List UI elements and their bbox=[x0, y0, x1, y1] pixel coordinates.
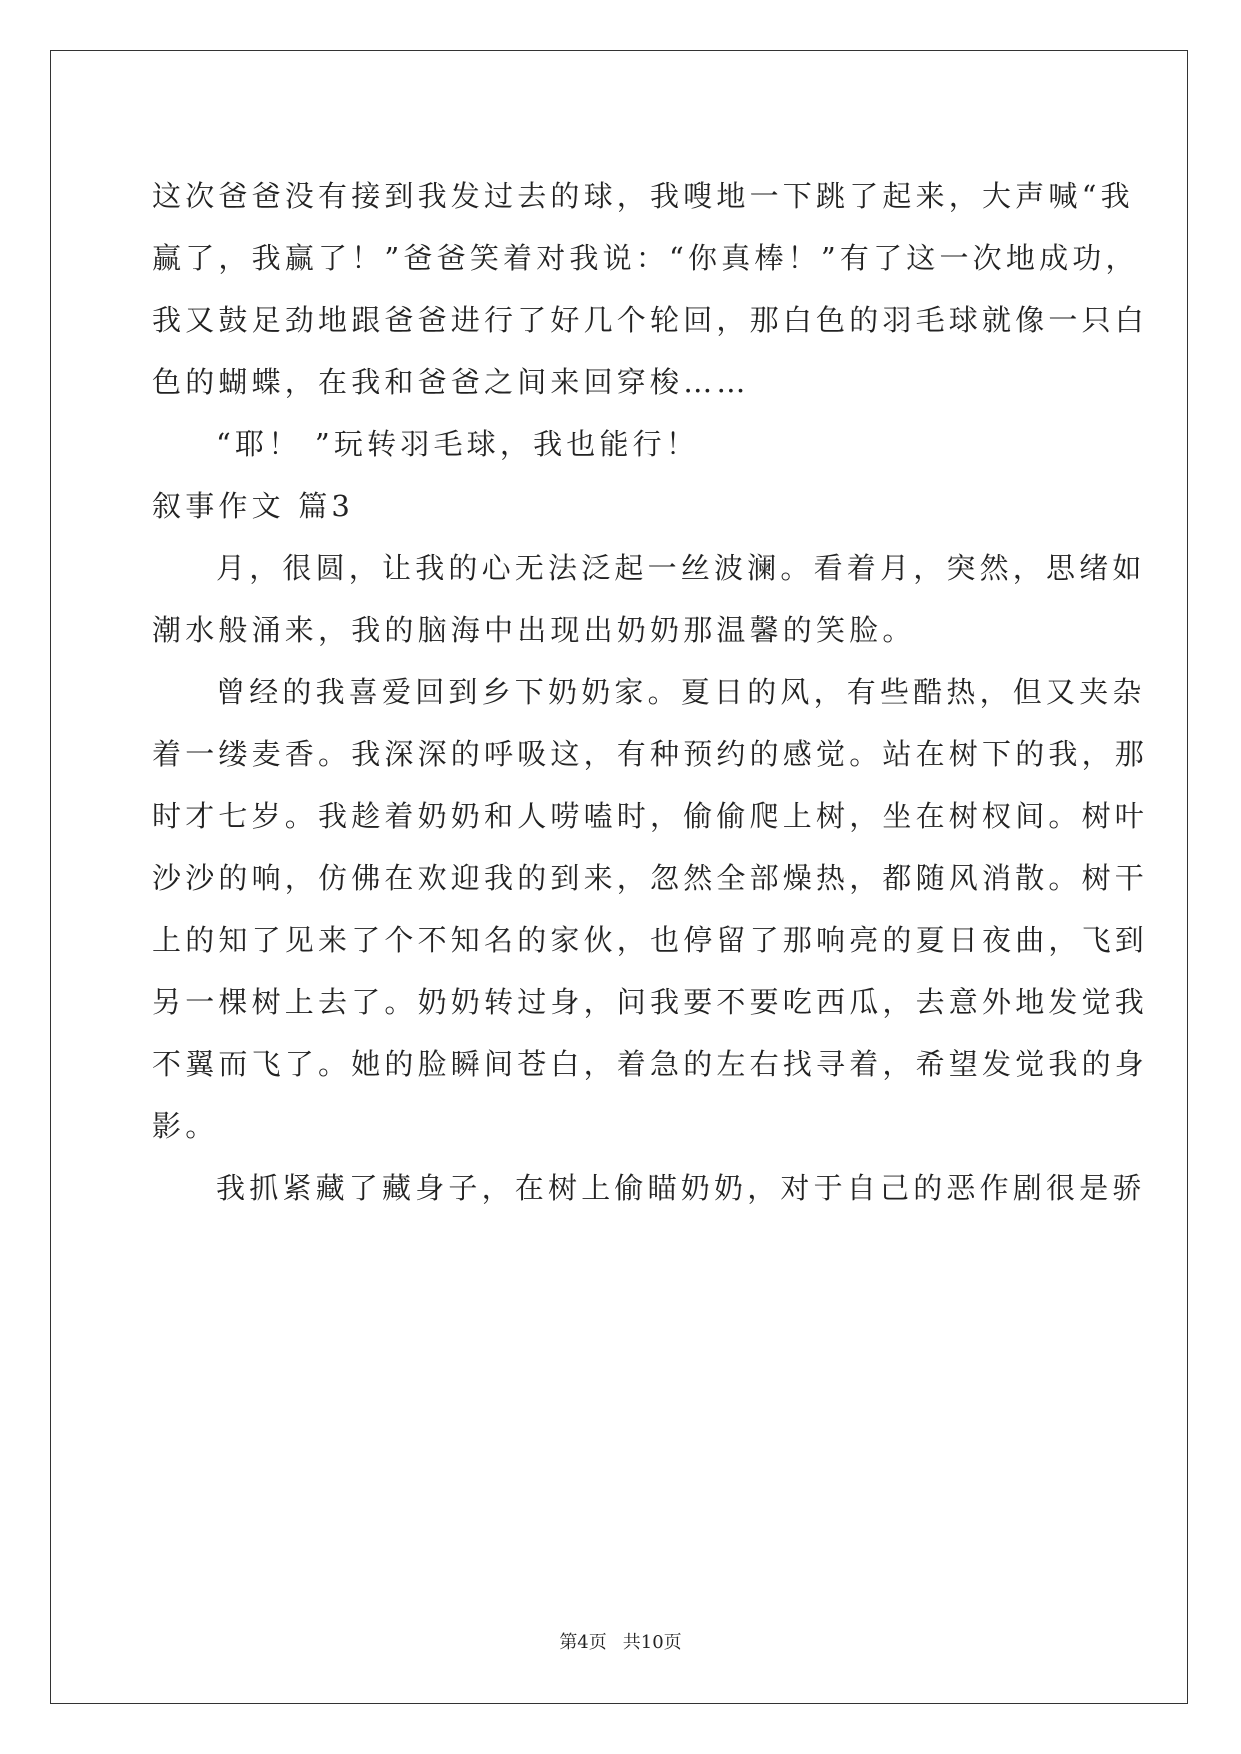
page-footer bbox=[0, 1628, 1241, 1654]
text-line: 色的蝴蝶，在我和爸爸之间来回穿梭…… bbox=[152, 365, 750, 399]
text-line: 我又鼓足劲地跟爸爸进行了好几个轮回，那白色的羽毛球就像一只白 bbox=[152, 303, 1149, 337]
document-body bbox=[152, 165, 1149, 1219]
text-line: 上的知了见来了个不知名的家伙，也停留了那响亮的夏日夜曲，飞到 bbox=[152, 923, 1149, 957]
text-line: 潮水般涌来，我的脑海中出现出奶奶那温馨的笑脸。 bbox=[152, 613, 916, 647]
text-line: 着一缕麦香。我深深的呼吸这，有种预约的感觉。站在树下的我，那 bbox=[152, 737, 1149, 771]
text-line: 曾经的我喜爱回到乡下奶奶家。夏日的风，有些酷热，但又夹杂 bbox=[216, 675, 1146, 709]
text-line: “耶！ ”玩转羽毛球，我也能行！ bbox=[216, 427, 700, 461]
text-line: 不翼而飞了。她的脸瞬间苍白，着急的左右找寻着，希望发觉我的身 bbox=[152, 1047, 1149, 1081]
page-number: 第4页 bbox=[559, 1632, 607, 1653]
page-total: 共10页 bbox=[622, 1632, 682, 1653]
text-line: 时才七岁。我趁着奶奶和人唠嗑时，偷偷爬上树，坐在树杈间。树叶 bbox=[152, 799, 1149, 833]
text-line: 影。 bbox=[152, 1109, 219, 1143]
text-line: 月，很圆，让我的心无法泛起一丝波澜。看着月，突然，思绪如 bbox=[216, 551, 1146, 585]
text-line: 赢了，我赢了！”爸爸笑着对我说：“你真棒！”有了这一次地成功， bbox=[152, 241, 1139, 275]
section-heading: 叙事作文 篇3 bbox=[152, 489, 355, 523]
text-line: 另一棵树上去了。奶奶转过身，问我要不要吃西瓜，去意外地发觉我 bbox=[152, 985, 1149, 1019]
text-line: 我抓紧藏了藏身子，在树上偷瞄奶奶，对于自己的恶作剧很是骄 bbox=[216, 1171, 1146, 1205]
text-line: 这次爸爸没有接到我发过去的球，我嗖地一下跳了起来，大声喊“我 bbox=[152, 179, 1134, 213]
text-line: 沙沙的响，仿佛在欢迎我的到来，忽然全部燥热，都随风消散。树干 bbox=[152, 861, 1149, 895]
